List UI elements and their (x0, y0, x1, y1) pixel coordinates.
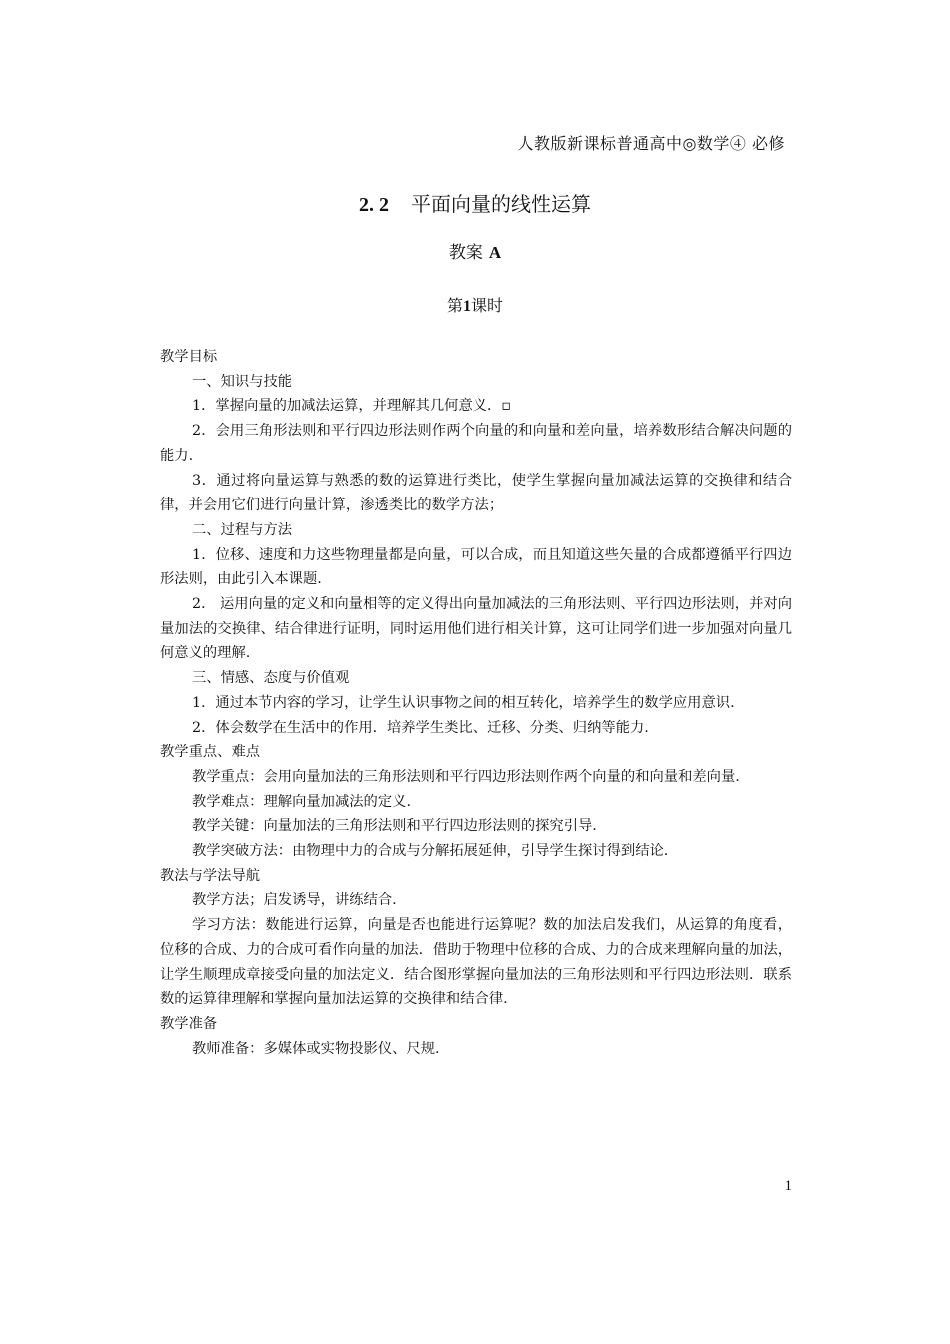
teacher-preparation: 教师准备：多媒体或实物投影仪、尺规. (192, 1040, 440, 1057)
lesson-plan-word: 教案 (448, 243, 483, 263)
key-point-focus: 教学重点：会用向量加法的三角形法则和平行四边形法则作两个向量的和向量和差向量. (192, 768, 740, 785)
process-item-1: 1．位移、速度和力这些物理量都是向量，可以合成，而且知道这些矢量的合成都遵循平行四边形法则，由此引入本课题. (160, 546, 792, 588)
knowledge-item-1: 1．掌握向量的加减法运算，并理解其几何意义．▫ (192, 398, 512, 415)
process-item-2: 2． 运用向量的定义和向量相等的定义得出向量加减法的三角形法则、平行四边形法则，并对向量加法的交换律、结合律进行证明，同时运用他们进行相关计算，这可让同学们进一步加强对向量几何意义的理解. (160, 596, 792, 662)
section-title-text: 平面向量的线性运算 (411, 192, 591, 216)
knowledge-item-3: 3．通过将向量运算与熟悉的数的运算进行类比，使学生掌握向量加减法运算的交换律和结合律，并会用它们进行向量计算，渗透类比的数学方法； (160, 472, 792, 514)
learning-method: 学习方法：数能进行运算，向量是否也能进行运算呢？数的加法启发我们，从运算的角度看，位移的合成、力的合成可看作向量的加法．借助于物理中位移的合成、力的合成来理解向量的加法，让学生顺理成章接受向量的加法定义．结合图形掌握向量加法的三角形法则和平行四边形法则．联系数的运算律理解和掌握向量加法运算的交换律和结合律. (160, 917, 792, 1008)
lesson-plan-letter: A (488, 243, 502, 262)
section-title (0, 188, 950, 217)
emotion-heading: 三、情感、态度与价值观 (192, 670, 350, 687)
knowledge-heading: 一、知识与技能 (192, 373, 293, 390)
knowledge-item-2: 2．会用三角形法则和平行四边形法则作两个向量的和向量和差向量，培养数形结合解决问题的能力. (160, 423, 792, 464)
lesson-plan-label (0, 238, 950, 263)
running-head: 人教版新课标普通高中◎数学④ 必修 (517, 134, 785, 153)
lesson-prefix: 第 (446, 296, 463, 315)
methods-heading: 教法与学法导航 (160, 867, 261, 884)
emotion-item-2: 2．体会数学在生活中的作用．培养学生类比、迁移、分类、归纳等能力. (192, 719, 649, 736)
preparation-heading: 教学准备 (160, 1015, 218, 1032)
emotion-item-1: 1．通过本节内容的学习，让学生认识事物之间的相互转化，培养学生的数学应用意识. (192, 694, 735, 711)
key-point-key: 教学关键：向量加法的三角形法则和平行四边形法则的探究引导. (192, 818, 597, 835)
section-number: 2. 2 (359, 194, 389, 216)
objectives-heading: 教学目标 (160, 349, 218, 365)
key-point-difficulty: 教学难点：理解向量加减法的定义. (192, 793, 411, 810)
teaching-method: 教学方法；启发诱导，讲练结合. (192, 892, 397, 909)
key-points-heading: 教学重点、难点 (160, 744, 261, 761)
page-number: 1 (784, 1178, 792, 1194)
lesson-number: 1 (463, 298, 471, 315)
lesson-period (0, 293, 950, 316)
lesson-suffix: 课时 (471, 296, 504, 315)
document-body (160, 345, 792, 1061)
process-heading: 二、过程与方法 (192, 521, 293, 538)
key-point-breakthrough: 教学突破方法：由物理中力的合成与分解拓展延伸，引导学生探讨得到结论. (192, 843, 669, 860)
